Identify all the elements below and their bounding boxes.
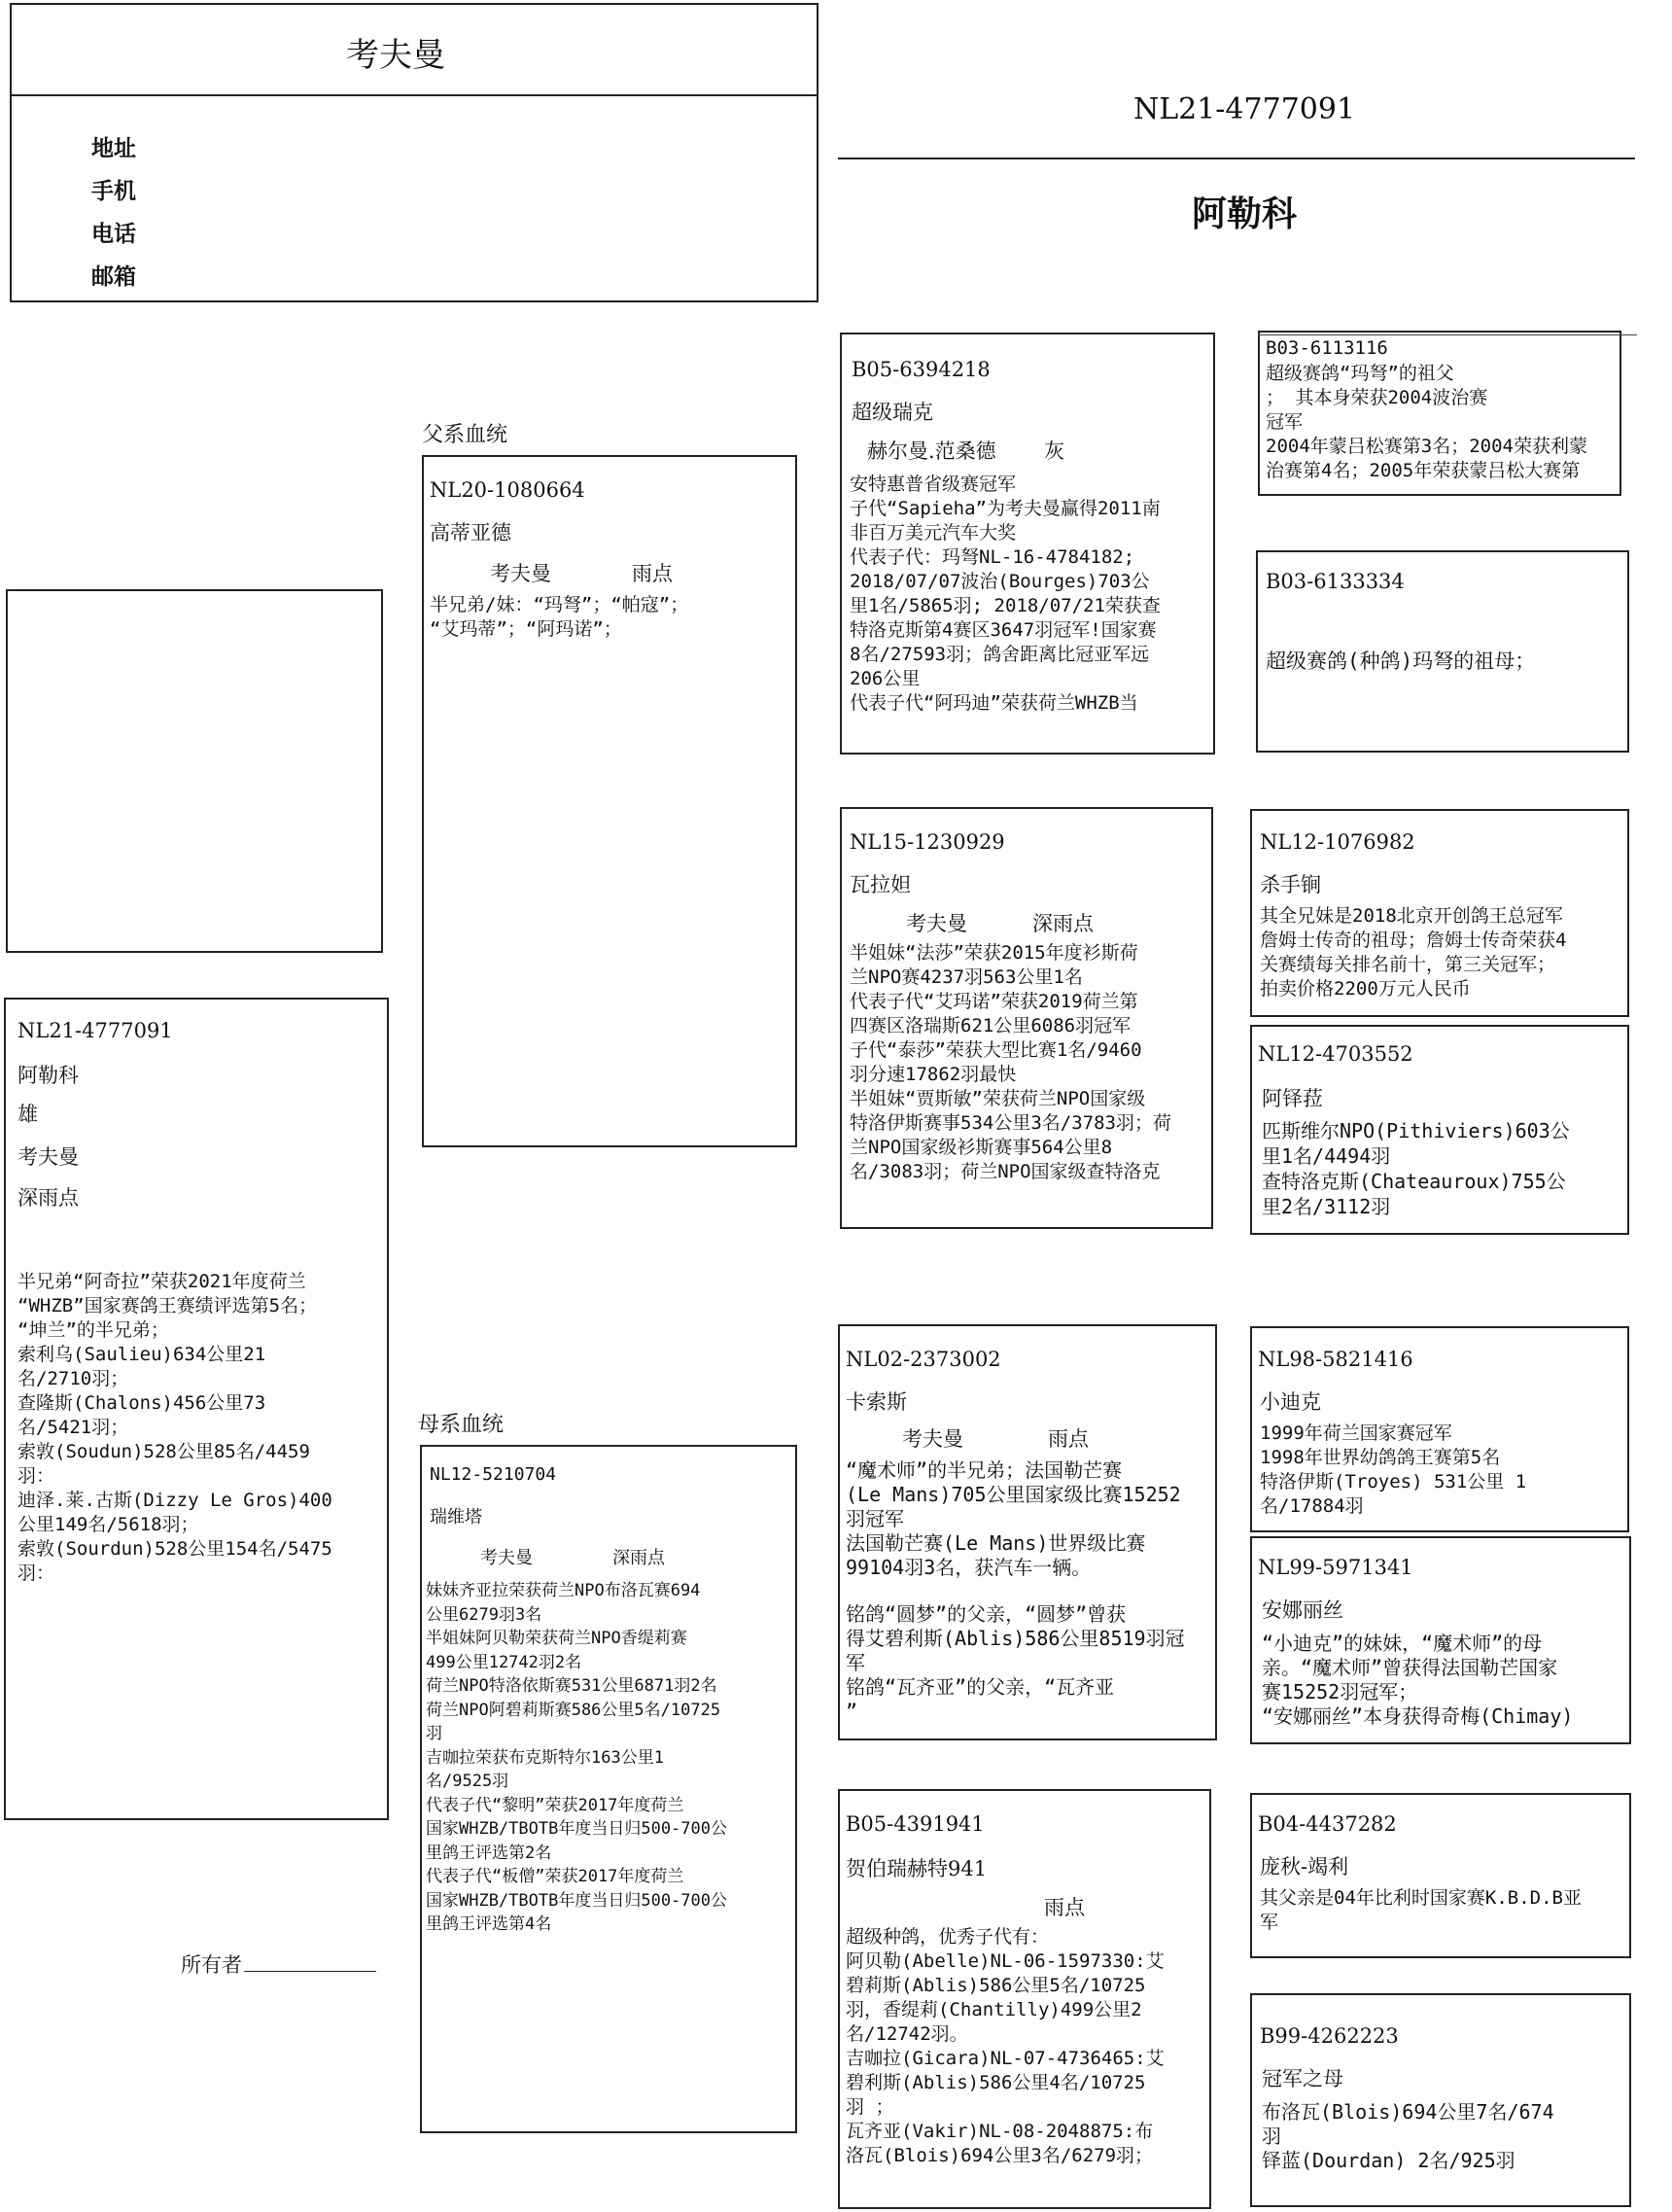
dd-color: 雨点	[1044, 1896, 1085, 1919]
dd-name: 贺伯瑞赫特941	[846, 1857, 988, 1880]
owner-underline	[244, 1953, 376, 1972]
ss-card	[840, 333, 1215, 755]
dss-card	[1250, 1326, 1629, 1532]
sire-breeder: 考夫曼	[490, 562, 551, 585]
subject-sex: 雄	[17, 1103, 38, 1126]
breeder-header-box	[10, 3, 819, 302]
sd-ring: NL15-1230929	[850, 830, 1005, 854]
ssd-ring: B03-6133334	[1266, 570, 1405, 593]
dss-notes: 1999年荷兰国家赛冠军 1998年世界幼鸽鸽王赛第5名 特洛伊斯(Troyes) 531公里 1 名/17884羽	[1260, 1422, 1527, 1517]
ssd-notes: 超级赛鸽(种鸽)玛弩的祖母；	[1266, 650, 1536, 673]
dss-name: 小迪克	[1260, 1390, 1321, 1414]
sds-ring: NL12-1076982	[1260, 830, 1415, 854]
ss-notes: 安特惠普省级赛冠军 子代“Sapieha”为考夫曼赢得2011南 非百万美元汽车大奖 代表子代：玛弩NL-16-4784182; 2018/07/07波治(Bourges)703公 里1名/5865羽; 2018/07/21荣获查 特洛克斯第4赛区3647羽冠军!国家赛 8名/27593羽；鸽舍距离比冠亚军远 206公里 代表子代“阿玛迪”荣获荷兰WHZB当	[850, 474, 1161, 714]
ds-ring: NL02-2373002	[846, 1348, 1001, 1371]
ds-notes: “魔术师”的半兄弟；法国勒芒赛 (Le Mans)705公里国家级比赛15252 羽冠军 法国勒芒赛(Le Mans)世界级比赛 99104羽3名，获汽车一辆。	[846, 1458, 1181, 1579]
dds-notes: 其父亲是04年比利时国家赛K.B.D.B亚 军	[1260, 1887, 1582, 1933]
sds-name: 杀手锏	[1260, 873, 1321, 896]
dam-card	[420, 1445, 797, 2133]
subject-notes: 半兄弟“阿奇拉”荣获2021年度荷兰 “WHZB”国家赛鸽王赛绩评选第5名； “坤兰”的半兄弟； 索利乌(Saulieu)634公里21 名/2710羽； 查隆斯(Chalons)456公里73 名/5421羽； 索敦(Soudun)528公里85名/4459 羽： 迪泽.莱.古斯(Dizzy Le Gros)400 公里149名/5618羽； 索敦(Sourdun)528公里154名/5475 羽：	[17, 1271, 332, 1584]
mobile-label: 手机	[91, 179, 136, 204]
subject-ring: NL21-4777091	[17, 1019, 173, 1042]
dam-notes: 妹妹齐亚拉荣获荷兰NPO布洛瓦赛694 公里6279羽3名 半姐妹阿贝勒荣获荷兰NPO香缇莉赛 499公里12742羽2名 荷兰NPO特洛依斯赛531公里6871羽2名 荷兰NPO阿碧莉斯赛586公里5名/10725 羽 吉咖拉荣获布克斯特尔163公里1 名/9525羽 代表子代“黎明”荣获2017年度荷兰 国家WHZB/TBOTB年度当日归500-700公 里鸽王评选第2名 代表子代“板僧”荣获2017年度荷兰 国家WHZB/TBOTB年度当日归500-700公 里鸽王评选第4名	[426, 1581, 727, 1934]
dam-section-label: 母系血统	[418, 1413, 505, 1437]
dd-notes: 超级种鸽，优秀子代有： 阿贝勒(Abelle)NL-06-1597330:艾 碧莉斯(Ablis)586公里5名/10725 羽，香缇莉(Chantilly)499公里2 名/12742羽。 吉咖拉(Gicara)NL-07-4736465:艾 碧利斯(Ablis)586公里4名/10725 羽 ； 瓦齐亚(Vakir)NL-08-2048875:布 洛瓦(Blois)694公里3名/6279羽；	[846, 1926, 1165, 2166]
sds-card	[1250, 809, 1629, 1017]
ddd-card	[1250, 1993, 1631, 2207]
dam-color: 深雨点	[612, 1548, 665, 1568]
sire-section-label: 父系血统	[422, 423, 508, 447]
header-divider	[12, 94, 817, 96]
dd-card	[838, 1789, 1211, 2209]
ss-name: 超级瑞克	[852, 401, 933, 424]
address-label: 地址	[91, 136, 136, 161]
sd-card	[840, 807, 1213, 1229]
phone-label: 电话	[91, 222, 136, 247]
dam-breeder: 考夫曼	[480, 1548, 533, 1568]
sd-breeder: 考夫曼	[906, 912, 967, 935]
sss-top-line	[1258, 334, 1637, 335]
contact-labels	[91, 127, 136, 298]
subject-card	[4, 998, 389, 1820]
ss-color: 灰	[1044, 439, 1064, 463]
dam-ring: NL12-5210704	[430, 1464, 557, 1485]
dd-ring: B05-4391941	[846, 1812, 985, 1836]
ss-breeder: 赫尔曼.范桑德	[867, 439, 996, 463]
ddd-notes: 布洛瓦(Blois)694公里7名/674 羽 铎蓝(Dourdan) 2名/925羽	[1262, 2100, 1554, 2172]
owner-label-text: 所有者	[181, 1953, 242, 1977]
subject-breeder: 考夫曼	[17, 1145, 79, 1169]
sd-color: 深雨点	[1032, 912, 1094, 935]
dss-ring: NL98-5821416	[1258, 1348, 1413, 1371]
header-right-line	[838, 158, 1635, 159]
ddd-name: 冠军之母	[1262, 2067, 1343, 2090]
ds-breeder: 考夫曼	[902, 1427, 963, 1451]
subject-name: 阿勒科	[17, 1064, 79, 1087]
sds-notes: 其全兄妹是2018北京开创鸽王总冠军 詹姆士传奇的祖母；詹姆士传奇荣获4 关赛绩每关排名前十，第三关冠军； 拍卖价格2200万元人民币	[1260, 905, 1567, 1000]
breeder-name: 考夫曼	[346, 36, 445, 75]
owner-label	[181, 1927, 376, 1978]
email-label: 邮箱	[91, 264, 136, 290]
sdd-card	[1250, 1025, 1629, 1235]
dds-name: 庞秋-竭利	[1260, 1855, 1349, 1878]
sdd-notes: 匹斯维尔NPO(Pithiviers)603公 里1名/4494羽 查特洛克斯(Chateauroux)755公 里2名/3112羽	[1262, 1119, 1570, 1218]
header-ring: NL21-4777091	[1132, 92, 1356, 126]
dsd-card	[1250, 1536, 1631, 1744]
ds-notes-2: 铭鸽“圆梦”的父亲，“圆梦”曾获 得艾碧利斯(Ablis)586公里8519羽冠 军 铭鸽“瓦齐亚”的父亲，“瓦齐亚 ”	[846, 1602, 1185, 1723]
sd-name: 瓦拉妲	[850, 873, 911, 896]
ds-name: 卡索斯	[846, 1390, 907, 1414]
ddd-ring: B99-4262223	[1260, 2024, 1399, 2048]
sss-ring: B03-6113116	[1266, 337, 1388, 359]
header-name: 阿勒科	[1191, 194, 1297, 234]
photo-placeholder	[6, 589, 383, 953]
dsd-name: 安娜丽丝	[1262, 1598, 1343, 1622]
sire-ring: NL20-1080664	[430, 478, 585, 502]
sire-name: 高蒂亚德	[430, 521, 511, 544]
sire-card	[422, 455, 797, 1147]
dsd-notes: “小迪克”的妹妹，“魔术师”的母 亲。“魔术师”曾获得法国勒芒国家 赛15252羽冠军； “安娜丽丝”本身获得奇梅(Chimay)	[1262, 1632, 1574, 1728]
subject-color: 深雨点	[17, 1186, 79, 1210]
dds-card	[1250, 1793, 1631, 1958]
sss-card	[1258, 331, 1621, 496]
ssd-card	[1256, 550, 1629, 753]
sd-notes: 半姐妹“法莎”荣获2015年度衫斯荷 兰NPO赛4237羽563公里1名 代表子代“艾玛诺”荣获2019荷兰第 四赛区洛瑞斯621公里6086羽冠军 子代“泰莎”荣获大型比赛1名/9460 羽分速17862羽最快 半姐妹“贾斯敏”荣获荷兰NPO国家级 特洛伊斯赛事534公里3名/3783羽；荷 兰NPO国家级衫斯赛事564公里8 名/3083羽；荷兰NPO国家级查特洛克	[850, 942, 1171, 1182]
sss-notes: 超级赛鸽“玛弩”的祖父 ； 其本身荣获2004波治赛 冠军 2004年蒙吕松赛第3名；2004荣获利蒙 治赛第4名；2005年荣获蒙吕松大赛第	[1266, 363, 1587, 481]
dsd-ring: NL99-5971341	[1258, 1556, 1413, 1579]
sire-color: 雨点	[632, 562, 673, 585]
dds-ring: B04-4437282	[1258, 1812, 1397, 1836]
ds-color: 雨点	[1048, 1427, 1089, 1451]
sdd-ring: NL12-4703552	[1258, 1042, 1413, 1066]
sdd-name: 阿铎菈	[1262, 1087, 1323, 1110]
dam-name: 瑞维塔	[430, 1507, 482, 1527]
ss-ring: B05-6394218	[852, 358, 991, 381]
sire-notes: 半兄弟/妹：“玛弩”；“帕寇”； “艾玛蒂”；“阿玛诺”；	[430, 594, 689, 640]
ds-card	[838, 1324, 1217, 1740]
